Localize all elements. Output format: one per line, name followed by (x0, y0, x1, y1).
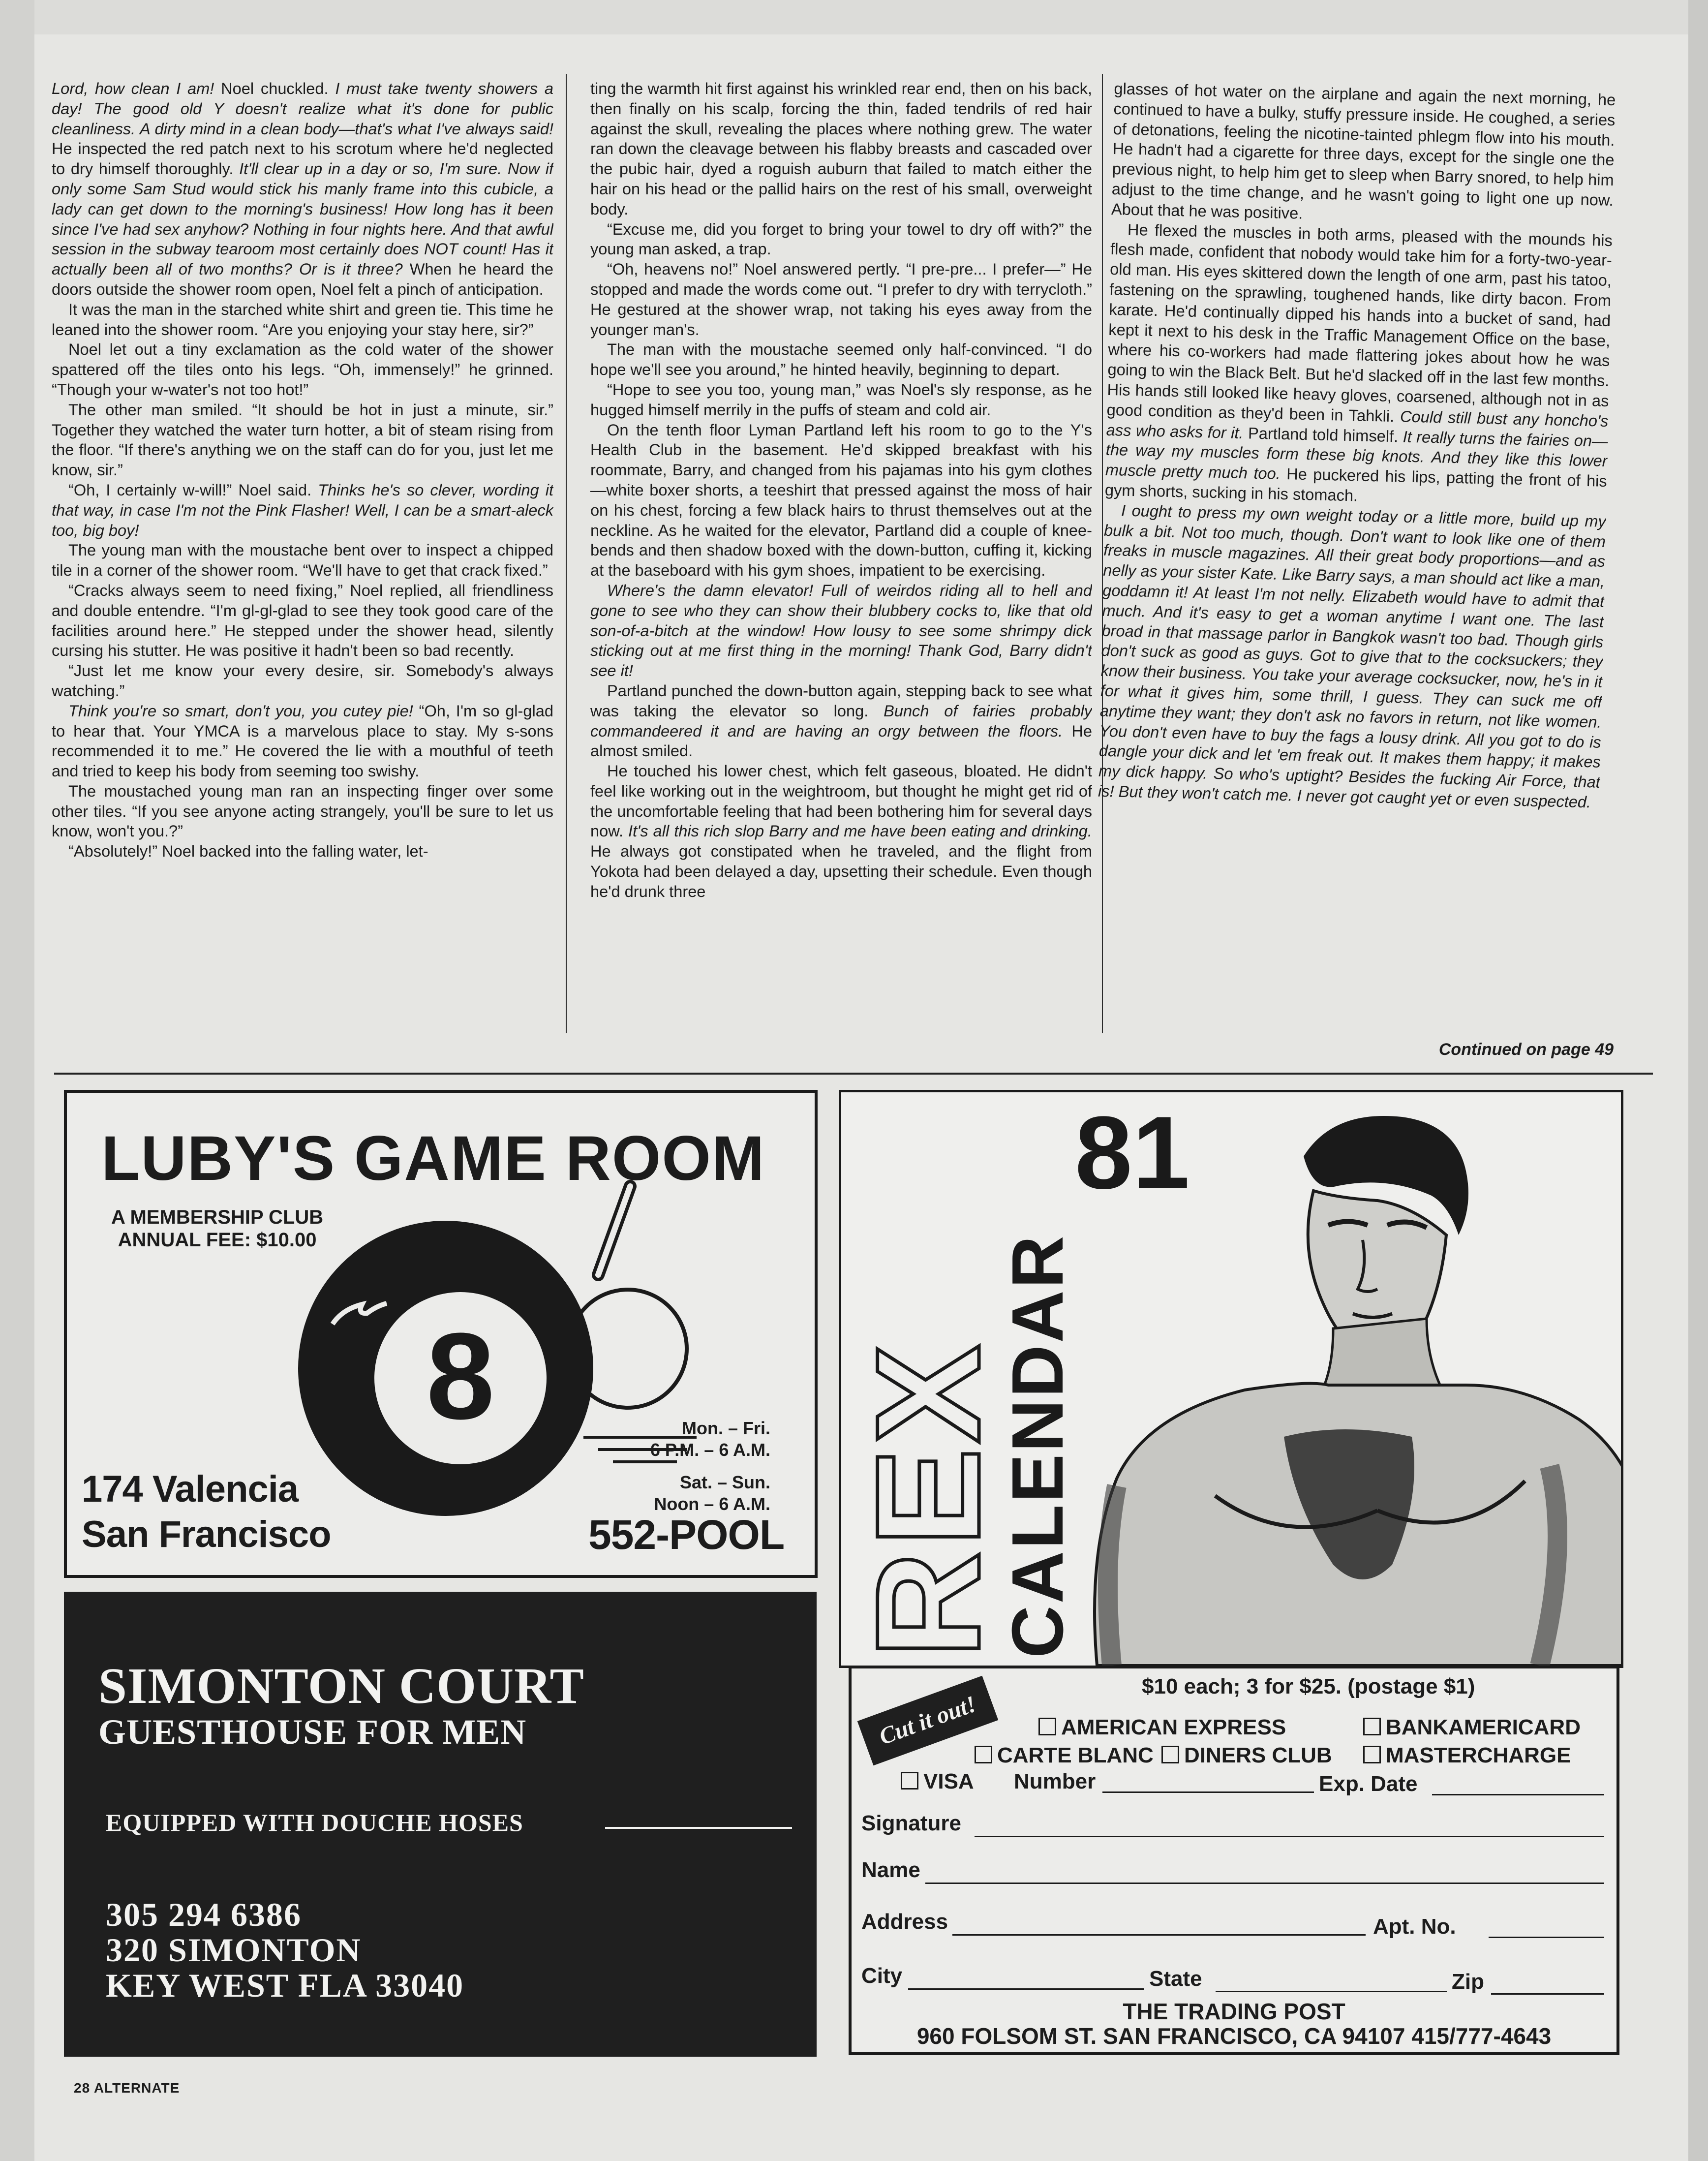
city-label: City (861, 1964, 903, 1988)
weekday-days: Mon. – Fri. (682, 1418, 770, 1438)
simonton-city: KEY WEST FLA 33040 (106, 1967, 464, 2004)
simonton-subtitle: GUESTHOUSE FOR MEN (98, 1712, 527, 1752)
story-paragraph: “Excuse me, did you forget to bring your towel to dry off with?” the young man asked, a trap. (590, 219, 1092, 258)
story-paragraph: Think you're so smart, don't you, you cutey pie! “Oh, I'm so gl-glad to hear that. Your YMCA is a marvelous place to stay. My s-sons recommended it to me.” He covered the lie with a mouthful of teeth and tried to keep his body from seeming too swishy. (52, 701, 553, 780)
apt-label: Apt. No. (1373, 1914, 1456, 1939)
rex-order-form (849, 1666, 1619, 2055)
membership-line: A MEMBERSHIP CLUB (111, 1206, 324, 1228)
story-paragraph: It was the man in the starched white shirt and green tie. This time he leaned into the shower room. “Are you enjoying your stay here, sir?” (52, 300, 553, 339)
weekend-days: Sat. – Sun. (679, 1472, 770, 1492)
tagline-rule (605, 1827, 792, 1829)
story-paragraph: “Oh, I certainly w-will!” Noel said. Thinks he's so clever, wording it that way, in case I'm not the Pink Flasher! Well, I can be a smart-aleck too, big boy! (52, 480, 553, 539)
simonton-court-ad (64, 1592, 817, 2057)
story-paragraph: The moustached young man ran an inspecting finger over some other tiles. “If you see anyone acting strangely, you'll be sure to let us know, won't you.?” (52, 781, 553, 840)
street-address: 174 Valencia (82, 1468, 299, 1510)
story-column-1 (52, 79, 553, 1033)
checkbox-visa[interactable] (901, 1769, 974, 1794)
rex-year: 81 (1075, 1095, 1190, 1210)
card-label: CARTE BLANC (997, 1743, 1154, 1767)
card-label: BANKAMERICARD (1386, 1715, 1581, 1739)
simonton-title: SIMONTON COURT (98, 1658, 584, 1714)
address-field[interactable] (952, 1934, 1366, 1936)
bodybuilder-illustration (841, 1092, 1621, 1666)
checkbox-bankamericard[interactable] (1363, 1715, 1581, 1740)
signature-label: Signature (861, 1811, 961, 1835)
svg-text:8: 8 (426, 1307, 495, 1445)
weekday-time: 6 P.M. – 6 A.M. (650, 1440, 770, 1460)
story-paragraph: ting the warmth hit first against his wrinkled rear end, then on his back, then finally on his scalp, forcing the thin, faded tendrils of red hair against the skull, revealing the places where nothing grew. The water ran down the cleavage between his flabby breasts and cascaded over the pubic hair, dyed a roguish auburn that failed to match either the hair on his head or the pallid hairs on the rest of his small, overweight body. (590, 79, 1092, 218)
checkbox-mastercharge[interactable] (1363, 1743, 1571, 1768)
shop-address: 960 FOLSOM ST. SAN FRANCISCO, CA 94107 415/777-4643 (916, 2023, 1552, 2049)
page-folio: 28 ALTERNATE (74, 2080, 180, 2096)
story-paragraph: The other man smiled. “It should be hot in just a minute, sir.” Together they watched the water turn hotter, a bit of steam rising from the floor. “If there's anything we on the staff can do for you, just let me know, sir.” (52, 400, 553, 479)
column-divider (566, 74, 567, 1033)
membership-info (111, 1206, 323, 1251)
section-rule (54, 1073, 1653, 1075)
story-paragraph: Partland punched the down-button again, stepping back to see what was taking the elevator so long. Bunch of fairies probably commandeered it and are having an orgy between the floors. He almost smiled. (590, 681, 1092, 760)
state-label: State (1149, 1967, 1202, 1991)
story-column-2 (590, 79, 1092, 1033)
story-paragraph: “Just let me know your every desire, sir. Somebody's always watching.” (52, 661, 553, 700)
card-label: DINERS CLUB (1184, 1743, 1332, 1767)
city: San Francisco (82, 1513, 331, 1555)
card-label: MASTERCHARGE (1386, 1743, 1571, 1767)
story-paragraph: “Oh, heavens no!” Noel answered pertly. “I pre-pre... I prefer—” He stopped and made the words come out. “I prefer to dry with terrycloth.” He gestured at the shower wrap, not taking his eyes away from the younger man's. (590, 260, 1092, 339)
continued-note: Continued on page 49 (1438, 1040, 1614, 1059)
simonton-phone: 305 294 6386 (106, 1896, 302, 1933)
rex-price: $10 each; 3 for $25. (postage $1) (1142, 1674, 1475, 1698)
page-edge-right (1688, 0, 1708, 2161)
zip-label: Zip (1452, 1970, 1484, 1994)
story-paragraph: “Cracks always seem to need fixing,” Noel replied, all friendliness and double entendre. “I'm gl-gl-glad to see they took good care of the facilities around here.” He stepped under the shower head, silently cursing his stutter. He was positive it hadn't been so bad recently. (52, 581, 553, 660)
annual-fee-line: ANNUAL FEE: $10.00 (118, 1229, 317, 1251)
simonton-tagline: EQUIPPED WITH DOUCHE HOSES (106, 1809, 523, 1836)
lubys-address (82, 1467, 331, 1557)
zip-field[interactable] (1491, 1993, 1604, 1995)
story-column-3 (1093, 79, 1616, 1045)
lubys-phone: 552-POOL (588, 1512, 785, 1558)
apt-field[interactable] (1489, 1937, 1604, 1938)
story-paragraph: The young man with the moustache bent over to inspect a chipped tile in a corner of the shower room. “We'll have to get that crack fixed.” (52, 541, 553, 580)
simonton-contact (106, 1897, 464, 2003)
rex-brand: REX (845, 1340, 1010, 1658)
page-edge-left (0, 0, 34, 2161)
shop-name: THE TRADING POST (1123, 1999, 1345, 2024)
state-field[interactable] (1216, 1991, 1447, 1992)
city-field[interactable] (908, 1988, 1144, 1990)
story-paragraph: Where's the damn elevator! Full of weirdos riding all to hell and gone to see who they can show their blubbery cocks to, like that old son-of-a-bitch at the window! How lousy to see some shrimpy dick sticking out at me first thing in the morning! Thank God, Barry didn't see it! (590, 581, 1092, 680)
number-field[interactable] (1102, 1791, 1314, 1793)
story-paragraph: On the tenth floor Lyman Partland left his room to go to the Y's Health Club in the basement. He'd skipped breakfast with his roommate, Barry, and changed from his pajamas into his gym clothes—white boxer shorts, a teeshirt that pressed against the moss of hair on his chest, forcing a few black hairs to thrust themselves out at the neckline. As he waited for the elevator, Partland did a couple of knee-bends and then shadow boxed with the down-button, cuffing it, kicking at the baseboard with his gym shoes, impatient to be exercising. (590, 420, 1092, 580)
weekend-time: Noon – 6 A.M. (654, 1494, 770, 1514)
exp-date-label: Exp. Date (1319, 1772, 1418, 1796)
story-paragraph: I ought to press my own weight today or a little more, build up my bulk a bit. Not too much, though. Don't want to look like one of them freaks in muscle magazines. All their great body proportions—and as nelly as your sister Kate. Like Barry says, a man should act like a man, goddamn it! At least I'm not nelly. Elizabeth would have to admit that much. And it's easy to get a woman anytime I want one. The last broad in that massage parlor in Bangkok wasn't too bad. Though girls don't suck as good as guys. Got to give that to the cocksuckers; they know their business. You take your average cocksucker, now, he's in it for what it gives him, some thrill, I guess. They can suck me off anytime they want; they don't ask no favors in return, not like women. You don't even have to buy the fags a lousy drink. All you got to do is dangle your dick and let 'em freak out. It makes them happy; it makes my dick happy. So who's uptight? Besides the fucking Air Force, that is! But they won't catch me. I never got caught yet or even suspected. (1098, 501, 1607, 811)
story-paragraph: “Hope to see you too, young man,” was Noel's sly response, as he hugged himself merrily in the puffs of steam and cold air. (590, 380, 1092, 419)
name-label: Name (861, 1858, 920, 1882)
card-label: AMERICAN EXPRESS (1061, 1715, 1286, 1739)
opening-hours (633, 1418, 770, 1515)
rex-product: CALENDAR (997, 1234, 1078, 1658)
simonton-street: 320 SIMONTON (106, 1931, 362, 1969)
story-paragraph: He flexed the muscles in both arms, pleased with the mounds his flesh made, confident that nobody would take him for a forty-two-year-old man. His eyes skittered down the length of one arm, past his tatoo, fastening on the sprawling, toughened hands, like dirty bacon. From karate. He'd continually dipped his hands into a bucket of sand, had kept it next to his desk in the Traffic Management Office on the base, where his co-workers had made flattering jokes about how he was going to win the Black Belt. But he'd slacked off in the last few months. His hands still looked like heavy gloves, coarsened, although not in as good condition as they'd been in Tahkli. Could still bust any honcho's ass who asks for it. Partland told himself. It really turns the fairies on—the way my muscles form these big knots. And they like this lower muscle pretty much too. He puckered his lips, patting the front of his gym shorts, sucking in his stomach. (1104, 220, 1613, 505)
story-paragraph: glasses of hot water on the airplane and again the next morning, he continued to have a bulky, stuffy pressure inside. He coughed, a series of detonations, feeling the nicotine-tainted phlegm flow into his mouth. He hadn't had a cigarette for three days, except for the single one the previous night, to help him get to sleep when Barry snored, to help him adjust to the time change, and he wasn't going to light one up now. About that he was positive. (1111, 79, 1616, 222)
number-label: Number (1014, 1769, 1096, 1793)
exp-date-field[interactable] (1432, 1794, 1604, 1795)
story-paragraph: The man with the moustache seemed only half-convinced. “I do hope we'll see you around,” he hinted heavily, beginning to depart. (590, 340, 1092, 379)
story-paragraph: “Absolutely!” Noel backed into the falling water, let- (68, 842, 428, 861)
address-label: Address (861, 1910, 948, 1934)
cut-it-out-stamp: Cut it out! (857, 1676, 999, 1766)
story-paragraph: He touched his lower chest, which felt gaseous, bloated. He didn't feel like working out in the weightroom, but thought he might get rid of the uncomfortable feeling that had been bothering him for several days now. It's all this rich slop Barry and me have been eating and drinking. He always got constipated when he traveled, and the flight from Yokota had been delayed a day, upsetting their schedule. Even though he'd drunk three (590, 762, 1092, 900)
rex-calendar-ad (839, 1090, 1623, 1668)
lubys-game-room-ad (64, 1090, 818, 1578)
card-label: VISA (923, 1769, 974, 1793)
name-field[interactable] (925, 1883, 1604, 1884)
page-edge-top (0, 0, 1708, 34)
story-paragraph: Noel let out a tiny exclamation as the cold water of the shower spattered off the tiles onto his legs. “Oh, immensely!” he grinned. “Though your w-water's not too hot!” (52, 340, 553, 399)
signature-field[interactable] (975, 1836, 1604, 1837)
checkbox-american-express[interactable] (1038, 1715, 1286, 1740)
checkbox-diners-club[interactable] (1161, 1743, 1332, 1768)
checkbox-carte-blanc[interactable] (975, 1743, 1154, 1768)
lubys-title: LUBY'S GAME ROOM (101, 1123, 765, 1194)
story-paragraph: Lord, how clean I am! Noel chuckled. I must take twenty showers a day! The good old Y doesn't realize what it's done for public cleanliness. A dirty mind in a clean body—that's what I've always said! He inspected the red patch next to his scrotum where he'd neglected to dry himself thoroughly. It'll clear up in a day or so, I'm sure. Now if only some Sam Stud would stick his manly frame into this cubicle, a lady can get down to the morning's business! How long has it been since I've had sex anyhow? Nothing in four nights here. And that awful session in the subway tearoom most certainly does NOT count! Has it actually been all of two months? Or is it three? When he heard the doors outside the shower room open, Noel felt a pinch of anticipation. (52, 79, 553, 298)
